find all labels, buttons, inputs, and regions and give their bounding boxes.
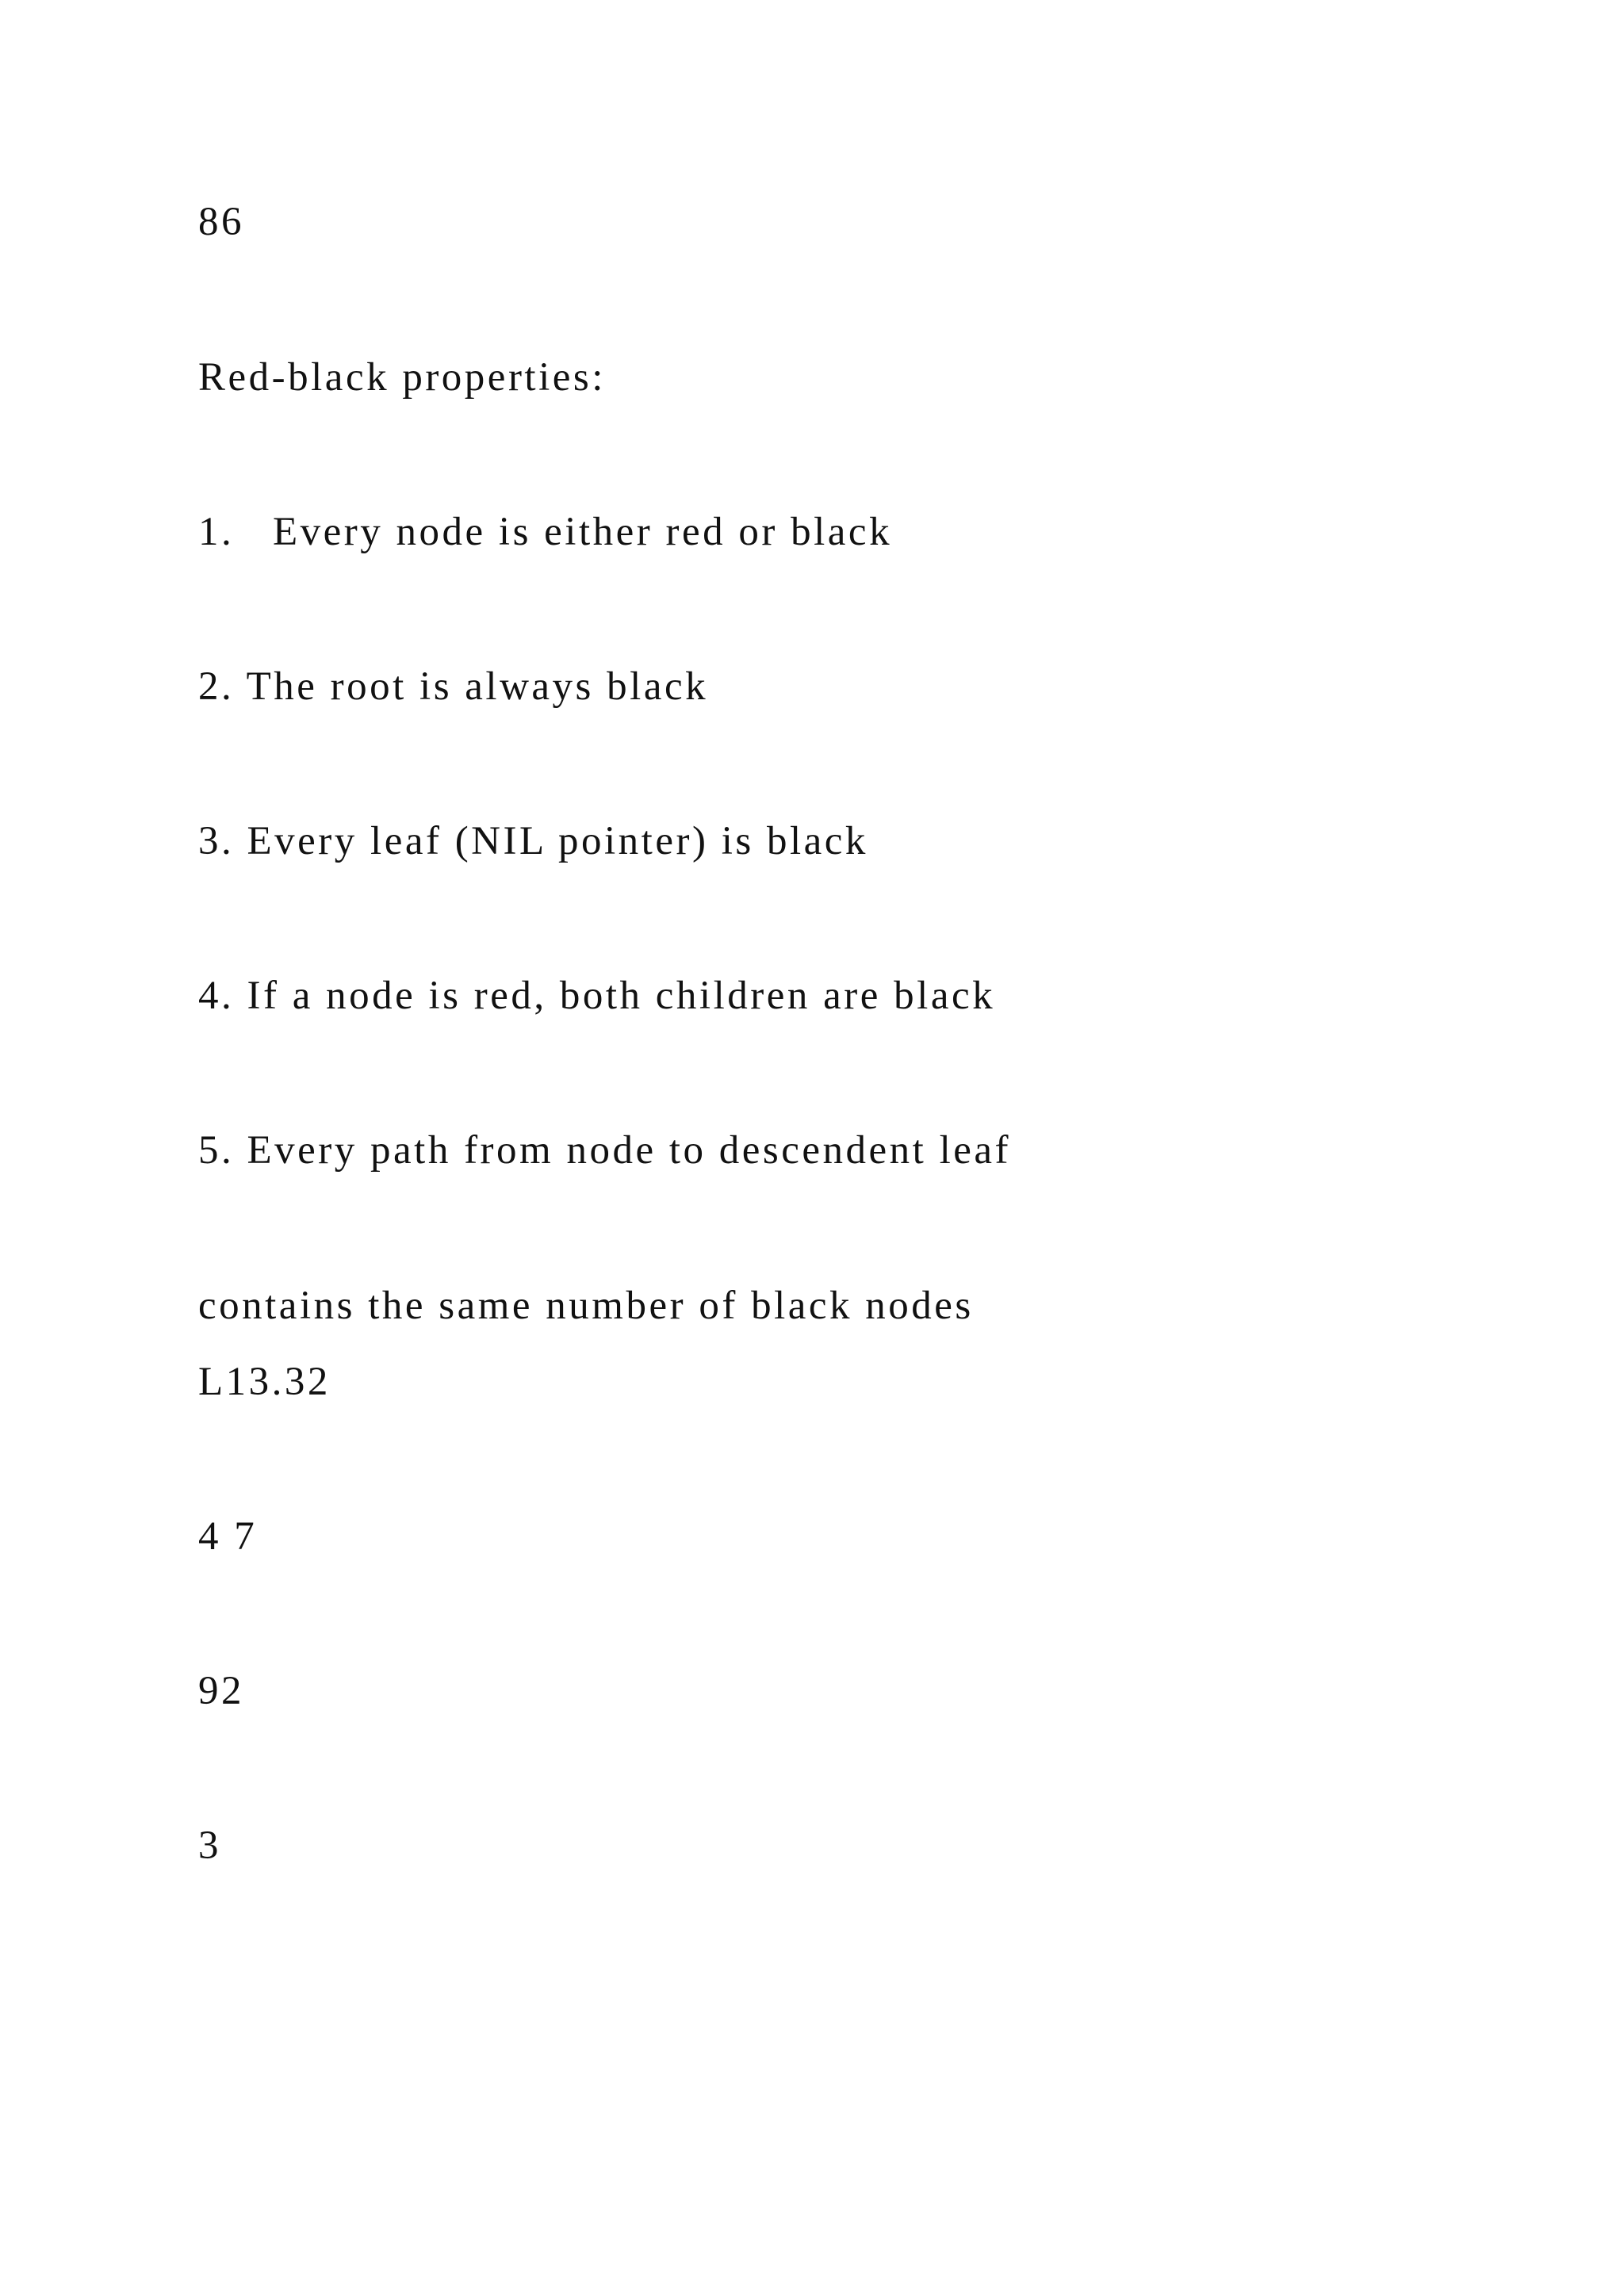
tree-node-value-small: 3 bbox=[198, 1823, 221, 1868]
property-3: 3. Every leaf (NIL pointer) is black bbox=[198, 819, 868, 863]
property-5: 5. Every path from node to descendent leaf bbox=[198, 1128, 1012, 1173]
tree-node-value: 92 bbox=[198, 1669, 244, 1713]
property-5-continuation: contains the same number of black nodes bbox=[198, 1284, 974, 1328]
slide-reference: L13.32 bbox=[198, 1360, 331, 1404]
property-2: 2. The root is always black bbox=[198, 664, 709, 709]
property-1: 1. Every node is either red or black bbox=[198, 510, 893, 554]
tree-node-values: 4 7 bbox=[198, 1514, 258, 1559]
section-heading: Red-black properties: bbox=[198, 355, 606, 400]
page-number-top: 86 bbox=[198, 200, 244, 244]
property-4: 4. If a node is red, both children are black bbox=[198, 974, 996, 1018]
